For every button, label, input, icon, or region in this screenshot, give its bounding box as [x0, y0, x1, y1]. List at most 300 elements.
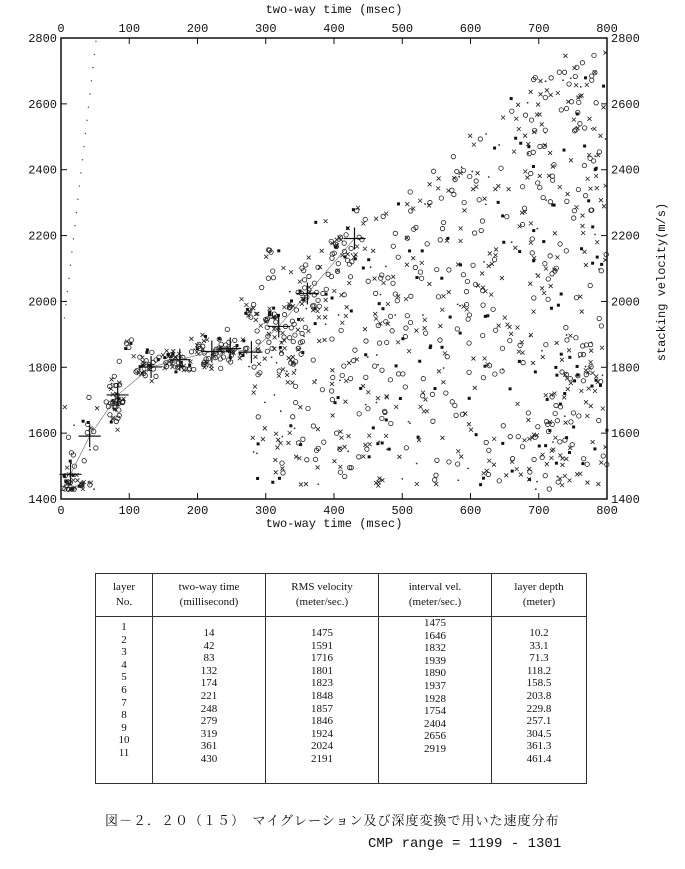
scatter-point: [281, 266, 285, 270]
scatter-point: [290, 381, 294, 385]
scatter-point: [391, 275, 395, 279]
scatter-point: [556, 91, 560, 95]
scatter-point: [462, 200, 466, 204]
scatter-point: [386, 449, 388, 451]
mute-point: [94, 54, 95, 55]
scatter-point: [535, 488, 537, 490]
scatter-point: [571, 411, 575, 415]
scatter-point: [409, 294, 413, 298]
scatter-point: [487, 448, 491, 452]
scatter-point: [408, 320, 412, 324]
scatter-point: [372, 426, 375, 429]
scatter-point: [438, 338, 442, 342]
scatter-point: [283, 346, 287, 350]
scatter-point: [515, 325, 519, 329]
scatter-point: [289, 326, 293, 330]
scatter-point: [347, 434, 351, 438]
table-cell: 221: [200, 689, 218, 702]
scatter-point: [423, 331, 427, 335]
scatter-point: [553, 411, 557, 415]
scatter-point: [87, 395, 91, 399]
scatter-point: [271, 356, 273, 358]
scatter-point: [549, 284, 553, 288]
scatter-point: [347, 281, 351, 285]
mute-point: [79, 185, 80, 186]
y-axis-title: stacking velocity(m/s): [655, 202, 669, 362]
scatter-point: [440, 436, 444, 440]
col-rms-velocity: [266, 617, 379, 784]
scatter-point: [177, 352, 181, 356]
scatter-point: [329, 389, 333, 393]
scatter-point: [525, 176, 529, 180]
scatter-point: [557, 304, 560, 307]
scatter-point: [127, 345, 131, 349]
scatter-point: [595, 240, 599, 244]
scatter-point: [311, 424, 315, 428]
cmp-range: CMP range = 1199 - 1301: [368, 836, 562, 852]
scatter-point: [260, 285, 264, 289]
scatter-point: [404, 446, 408, 450]
scatter-point: [305, 308, 307, 310]
x-tick-label: 400: [323, 504, 345, 518]
scatter-point: [576, 374, 579, 377]
scatter-point: [394, 405, 398, 409]
scatter-point: [366, 390, 370, 394]
scatter-point: [274, 394, 276, 396]
scatter-point: [330, 382, 334, 386]
scatter-point: [320, 249, 324, 253]
scatter-point: [560, 483, 564, 487]
scatter-point: [124, 347, 127, 350]
scatter-point: [514, 117, 518, 121]
scatter-point: [482, 471, 486, 475]
scatter-point: [580, 310, 584, 314]
scatter-point: [459, 305, 461, 307]
scatter-point: [63, 475, 66, 478]
scatter-point: [546, 398, 549, 401]
table-cell: 304.5: [526, 727, 552, 740]
scatter-point: [546, 297, 550, 301]
header-line2: (millisecond): [179, 596, 239, 608]
scatter-point: [459, 226, 463, 230]
scatter-point: [343, 445, 347, 449]
scatter-point: [564, 249, 568, 253]
scatter-point: [285, 373, 289, 377]
scatter-point: [401, 337, 404, 340]
scatter-point: [154, 374, 158, 378]
scatter-point: [414, 329, 418, 333]
scatter-point: [564, 325, 568, 329]
scatter-point: [486, 314, 489, 317]
x-tick-label: 300: [254, 504, 277, 518]
scatter-point: [591, 262, 594, 265]
scatter-point: [515, 467, 519, 471]
scatter-point: [363, 443, 367, 447]
scatter-point: [367, 258, 370, 261]
scatter-point: [481, 286, 485, 290]
scatter-point: [345, 258, 349, 262]
scatter-point: [519, 473, 523, 477]
pick-marker: [343, 228, 365, 250]
scatter-point: [501, 424, 505, 428]
scatter-point: [365, 404, 367, 406]
col-interval-vel: [379, 617, 492, 784]
scatter-point: [75, 473, 79, 477]
header-line1: two-way time: [178, 581, 240, 593]
scatter-point: [146, 364, 148, 366]
col-layer-depth: [492, 617, 587, 784]
scatter-point: [374, 317, 378, 321]
scatter-point: [539, 92, 543, 96]
scatter-point: [564, 106, 568, 110]
scatter-point: [399, 397, 402, 400]
table-cell: 8: [121, 709, 127, 722]
scatter-point: [324, 219, 328, 223]
scatter-point: [381, 214, 385, 218]
scatter-point: [293, 333, 297, 337]
y-tick-label: 1400: [611, 493, 640, 507]
scatter-point: [449, 316, 452, 319]
scatter-point: [316, 427, 320, 431]
scatter-point: [334, 431, 338, 435]
table-cell: 279: [200, 715, 218, 728]
x-tick-label: 200: [186, 22, 209, 36]
scatter-point: [502, 369, 504, 371]
scatter-point: [404, 297, 408, 301]
scatter-point: [165, 349, 169, 353]
scatter-point: [576, 112, 579, 115]
scatter-point: [587, 199, 590, 202]
scatter-point: [256, 415, 260, 419]
scatter-point: [202, 365, 206, 369]
scatter-point: [311, 358, 315, 362]
table-cell: 1939: [424, 654, 446, 667]
scatter-point: [277, 369, 281, 373]
scatter-point: [342, 364, 346, 368]
scatter-point: [602, 105, 606, 109]
scatter-point: [317, 315, 321, 319]
scatter-point: [467, 422, 471, 426]
scatter-point: [174, 370, 177, 373]
scatter-point: [428, 182, 432, 186]
scatter-point: [112, 374, 116, 378]
scatter-point: [445, 354, 449, 358]
scatter-point: [529, 118, 533, 122]
scatter-point: [588, 342, 592, 346]
scatter-point: [265, 349, 269, 353]
scatter-point: [167, 353, 170, 356]
scatter-point: [259, 324, 263, 328]
scatter-point: [468, 397, 471, 400]
scatter-point: [441, 294, 445, 298]
scatter-point: [268, 313, 271, 316]
scatter-point: [594, 174, 598, 178]
table-cell: 2656: [424, 730, 446, 743]
scatter-point: [529, 221, 533, 225]
scatter-point: [471, 187, 475, 191]
scatter-point: [565, 199, 569, 203]
scatter-point: [599, 324, 603, 328]
scatter-point: [592, 53, 596, 57]
scatter-point: [468, 134, 472, 138]
scatter-point: [573, 74, 577, 78]
scatter-point: [200, 333, 204, 337]
scatter-point: [489, 293, 493, 297]
scatter-point: [483, 356, 487, 360]
scatter-point: [66, 435, 70, 439]
table-cell: 1846: [311, 715, 333, 728]
scatter-point: [289, 291, 291, 293]
scatter-point: [479, 228, 483, 232]
scatter-point: [388, 378, 392, 382]
scatter-point: [480, 219, 484, 223]
scatter-point: [359, 387, 362, 390]
scatter-point: [527, 467, 531, 471]
scatter-point: [578, 94, 582, 98]
scatter-point: [503, 316, 507, 320]
scatter-point: [326, 272, 330, 276]
scatter-point: [349, 246, 353, 250]
scatter-point: [548, 200, 552, 204]
scatter-point: [492, 463, 496, 467]
scatter-point: [568, 376, 572, 380]
scatter-point: [380, 416, 384, 420]
x-tick-label: 700: [527, 22, 550, 36]
scatter-point: [481, 333, 485, 337]
table-cell: 1937: [424, 679, 446, 692]
scatter-point: [364, 339, 368, 343]
scatter-point: [290, 299, 293, 302]
scatter-point: [378, 441, 380, 443]
scatter-point: [480, 271, 484, 275]
y-tick-label: 2200: [28, 229, 57, 244]
header-line1: layer depth: [514, 581, 564, 593]
scatter-point: [347, 361, 351, 365]
scatter-point: [450, 188, 454, 192]
scatter-point: [427, 282, 431, 286]
scatter-point: [372, 277, 376, 281]
scatter-point: [286, 441, 290, 445]
scatter-point: [487, 459, 491, 463]
scatter-point: [408, 190, 412, 194]
scatter-point: [271, 269, 275, 273]
scatter-point: [372, 364, 376, 368]
scatter-point: [523, 134, 527, 138]
scatter-point: [252, 365, 256, 369]
scatter-point: [409, 422, 411, 424]
scatter-point: [516, 402, 520, 406]
mute-point: [86, 120, 87, 121]
scatter-point: [593, 70, 597, 74]
scatter-point: [563, 54, 567, 58]
scatter-point: [286, 380, 290, 384]
pick-connector: [71, 239, 355, 475]
scatter-point: [323, 315, 327, 319]
scatter-point: [518, 360, 521, 363]
x-axis-title-top: two-way time (msec): [265, 3, 403, 17]
scatter-point: [452, 192, 456, 196]
scatter-point: [471, 263, 475, 267]
scatter-point: [73, 424, 75, 426]
header-rms: [266, 574, 379, 617]
scatter-point: [317, 304, 321, 308]
scatter-point: [535, 273, 537, 275]
scatter-point: [459, 455, 463, 459]
scatter-point: [581, 456, 585, 460]
scatter-point: [144, 359, 148, 363]
scatter-point: [455, 169, 459, 173]
table-cell: 1646: [424, 629, 446, 642]
scatter-point: [370, 266, 372, 268]
x-tick-label: 300: [254, 22, 277, 36]
scatter-point: [568, 451, 571, 454]
scatter-point: [339, 293, 343, 297]
scatter-point: [519, 142, 522, 145]
scatter-point: [252, 391, 256, 395]
scatter-point: [566, 100, 570, 104]
scatter-point: [244, 303, 248, 307]
scatter-point: [538, 79, 542, 83]
x-tick-label: 200: [186, 504, 209, 518]
scatter-point: [317, 339, 321, 343]
scatter-point: [589, 349, 593, 353]
scatter-point: [435, 267, 439, 271]
scatter-point: [599, 384, 602, 387]
scatter-point: [544, 393, 548, 397]
table-cell: 1928: [424, 692, 446, 705]
scatter-point: [475, 433, 478, 436]
scatter-point: [254, 318, 258, 322]
scatter-point: [497, 201, 500, 204]
scatter-point: [481, 303, 485, 307]
scatter-point: [339, 436, 343, 440]
scatter-point: [422, 314, 424, 316]
scatter-point: [291, 304, 295, 308]
scatter-point: [403, 385, 407, 389]
scatter-point: [275, 446, 279, 450]
scatter-point: [129, 338, 133, 342]
table-cell: 1848: [311, 689, 333, 702]
scatter-point: [538, 144, 542, 148]
scatter-point: [272, 307, 275, 310]
velocity-table: [95, 573, 587, 784]
scatter-point: [367, 356, 369, 358]
scatter-point: [331, 296, 334, 299]
scatter-point: [563, 438, 567, 442]
scatter-point: [299, 482, 303, 486]
table-cell: 4: [121, 658, 127, 671]
scatter-point: [586, 177, 590, 181]
table-cell: 1754: [424, 705, 446, 718]
scatter-point: [595, 379, 598, 382]
scatter-point: [294, 427, 296, 429]
scatter-point: [543, 128, 547, 132]
scatter-point: [395, 298, 399, 302]
scatter-point: [594, 375, 598, 379]
scatter-point: [298, 405, 302, 409]
scatter-point: [577, 414, 581, 418]
scatter-point: [597, 418, 601, 422]
scatter-point: [560, 358, 564, 362]
scatter-point: [587, 387, 591, 391]
scatter-point: [422, 409, 426, 413]
scatter-point: [510, 456, 514, 460]
mute-point: [76, 212, 77, 213]
scatter-point: [316, 298, 320, 302]
scatter-point: [161, 353, 165, 357]
scatter-point: [459, 332, 462, 335]
scatter-point: [532, 165, 535, 168]
scatter-point: [545, 88, 549, 92]
scatter-point: [76, 478, 80, 482]
scatter-point: [411, 256, 415, 260]
scatter-point: [297, 318, 300, 321]
table-cell: 5: [121, 671, 127, 684]
scatter-point: [605, 138, 607, 140]
scatter-point: [401, 372, 405, 376]
header-line2: (meter/sec.): [408, 596, 462, 608]
scatter-point: [348, 376, 352, 380]
scatter-point: [92, 427, 94, 429]
scatter-point: [598, 268, 600, 270]
table-cell: 33.1: [529, 639, 549, 652]
scatter-point: [299, 352, 303, 356]
scatter-point: [220, 346, 222, 348]
scatter-point: [331, 413, 335, 417]
scatter-point: [377, 364, 379, 366]
x-tick-label: 700: [527, 504, 550, 518]
scatter-point: [526, 411, 530, 415]
scatter-point: [441, 220, 445, 224]
scatter-point: [257, 362, 261, 366]
scatter-point: [555, 374, 558, 377]
scatter-point: [541, 355, 545, 359]
scatter-point: [281, 331, 285, 335]
table-cell: 11: [118, 746, 130, 759]
scatter-point: [479, 483, 482, 486]
x-tick-label: 800: [596, 22, 618, 36]
scatter-point: [572, 209, 576, 213]
scatter-point: [557, 70, 561, 74]
scatter-point: [404, 326, 408, 330]
scatter-point: [282, 305, 286, 309]
scatter-point: [494, 253, 498, 257]
scatter-point: [523, 113, 527, 117]
scatter-point: [322, 440, 326, 444]
scatter-point: [551, 448, 555, 452]
scatter-point: [536, 228, 538, 230]
table-cell: 1: [121, 621, 127, 633]
scatter-point: [364, 375, 368, 379]
header-line2: No.: [115, 596, 133, 608]
scatter-point: [302, 298, 305, 301]
table-cell: 1475: [424, 617, 446, 629]
scatter-point: [388, 314, 392, 318]
scatter-point: [396, 340, 400, 344]
scatter-point: [276, 438, 280, 442]
scatter-point: [484, 440, 488, 444]
scatter-point: [596, 482, 600, 486]
scatter-point: [117, 359, 121, 363]
scatter-point: [335, 245, 338, 248]
scatter-point: [238, 356, 242, 360]
scatter-point: [63, 405, 67, 409]
scatter-point: [435, 458, 439, 462]
scatter-point: [171, 353, 174, 356]
scatter-point: [256, 453, 258, 455]
scatter-point: [436, 295, 440, 299]
scatter-point: [500, 276, 504, 280]
